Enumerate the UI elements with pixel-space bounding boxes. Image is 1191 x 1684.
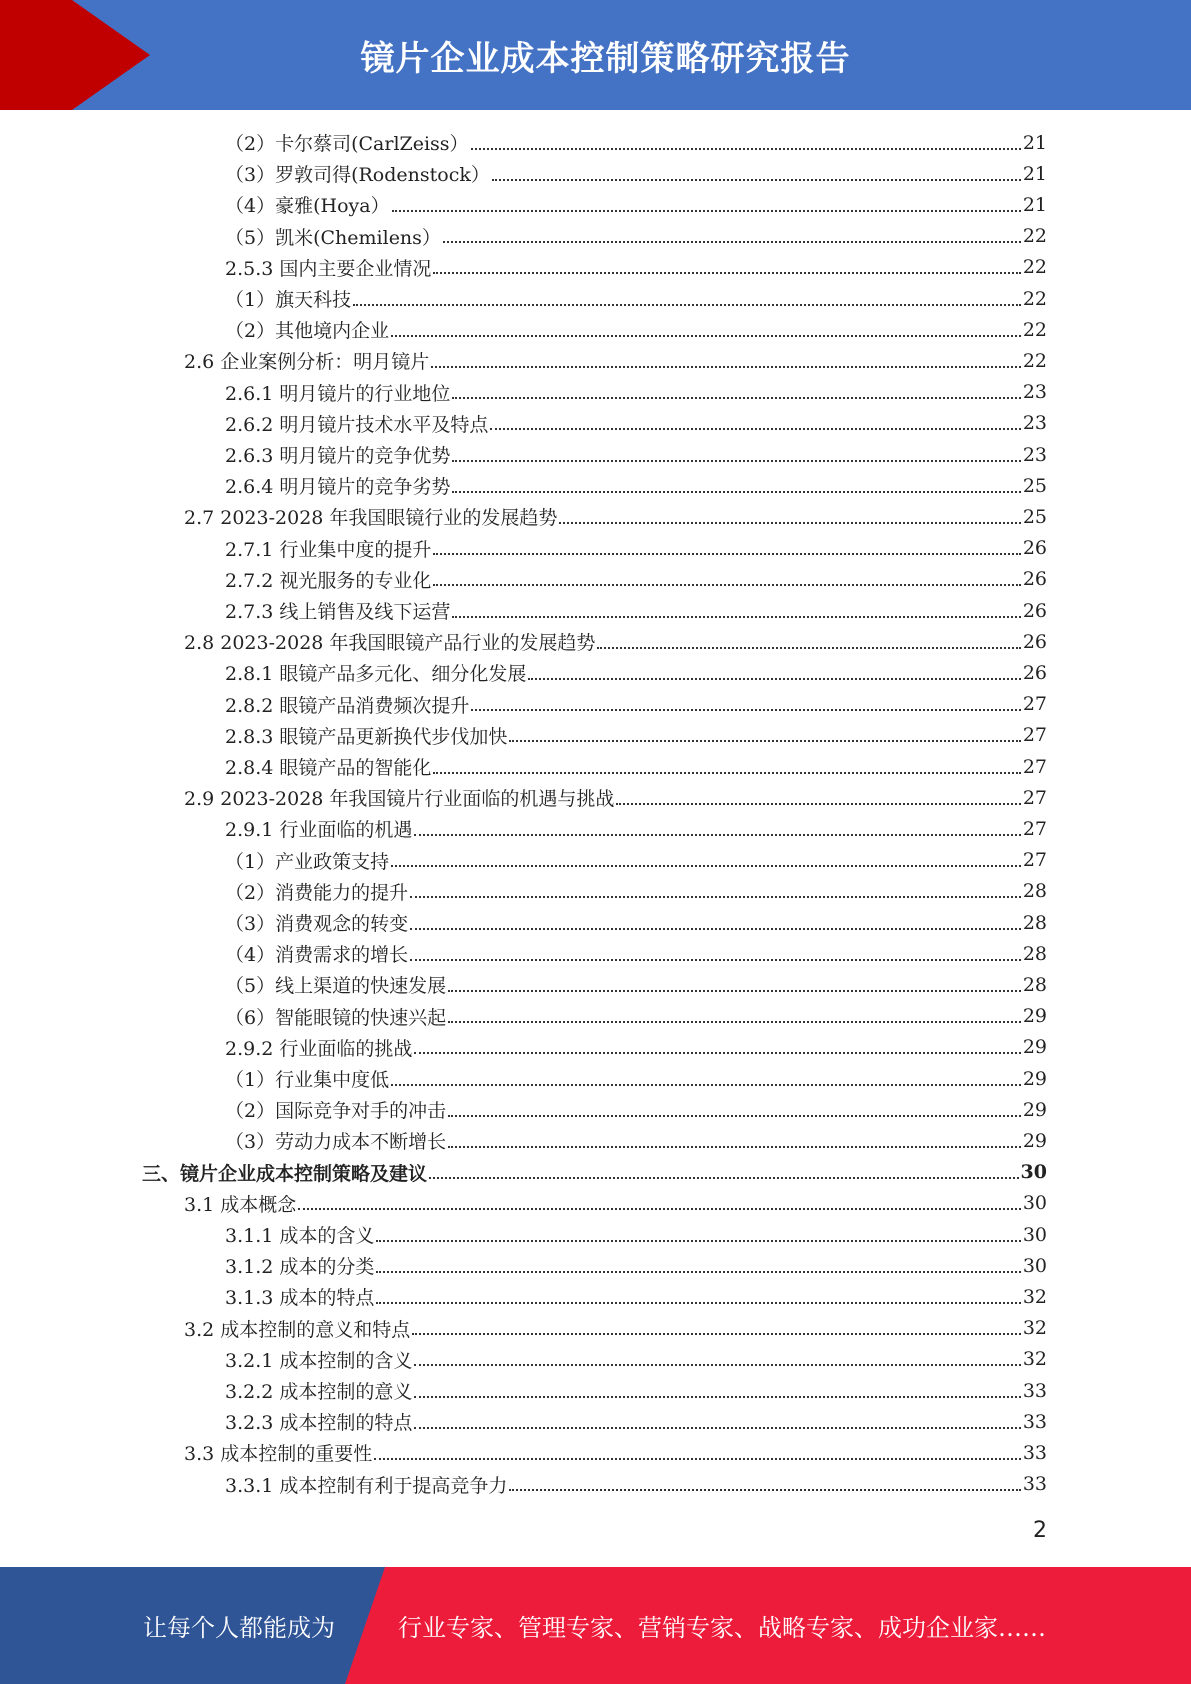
toc-dot-leader bbox=[392, 210, 1021, 212]
toc-entry[interactable] bbox=[225, 1406, 1047, 1437]
toc-entry[interactable] bbox=[225, 439, 1047, 470]
footer-slogan-right: 行业专家、管理专家、营销专家、战略专家、成功企业家…… bbox=[398, 1614, 1046, 1642]
toc-dot-leader bbox=[471, 148, 1021, 150]
toc-entry-page: 27 bbox=[1022, 693, 1047, 716]
toc-dot-leader bbox=[433, 272, 1020, 274]
toc-dot-leader bbox=[528, 678, 1020, 680]
toc-dot-leader bbox=[414, 1427, 1020, 1429]
toc-dot-leader bbox=[443, 241, 1021, 243]
toc-entry-title: 3.1.3 成本的特点 bbox=[225, 1287, 375, 1310]
toc-dot-leader bbox=[353, 304, 1021, 306]
toc-entry[interactable] bbox=[225, 1375, 1047, 1406]
toc-entry[interactable] bbox=[225, 1469, 1047, 1500]
toc-dot-leader bbox=[448, 1115, 1021, 1117]
toc-entry[interactable] bbox=[184, 501, 1047, 532]
toc-entry-title: 2.8.2 眼镜产品消费频次提升 bbox=[225, 694, 470, 717]
toc-entry-title: 2.8 2023-2028 年我国眼镜产品行业的发展趋势 bbox=[184, 632, 596, 655]
toc-entry-page: 27 bbox=[1022, 724, 1047, 747]
toc-entry-page: 23 bbox=[1022, 412, 1047, 435]
toc-entry-page: 26 bbox=[1022, 537, 1047, 560]
toc-entry[interactable] bbox=[225, 1094, 1047, 1125]
toc-entry-title: 3.3 成本控制的重要性 bbox=[184, 1443, 373, 1466]
toc-entry[interactable] bbox=[225, 189, 1047, 220]
toc-entry-page: 29 bbox=[1022, 1067, 1047, 1090]
toc-dot-leader bbox=[414, 1364, 1020, 1366]
toc-entry-page: 33 bbox=[1022, 1379, 1047, 1402]
toc-entry-title: 3.1 成本概念 bbox=[184, 1193, 297, 1216]
toc-entry[interactable] bbox=[225, 408, 1047, 439]
toc-entry[interactable] bbox=[225, 564, 1047, 595]
toc-entry[interactable] bbox=[225, 969, 1047, 1000]
toc-entry-page: 29 bbox=[1022, 1005, 1047, 1028]
toc-dot-leader bbox=[452, 460, 1020, 462]
toc-entry[interactable] bbox=[225, 1219, 1047, 1250]
toc-entry[interactable] bbox=[225, 1032, 1047, 1063]
toc-entry-page: 27 bbox=[1022, 755, 1047, 778]
toc-entry-page: 32 bbox=[1022, 1285, 1047, 1308]
toc-dot-leader bbox=[410, 959, 1021, 961]
toc-entry-title: 2.6 企业案例分析：明月镜片 bbox=[184, 351, 430, 374]
toc-dot-leader bbox=[471, 709, 1020, 711]
toc-entry[interactable] bbox=[225, 1001, 1047, 1032]
toc-dot-leader bbox=[492, 179, 1021, 181]
toc-entry[interactable] bbox=[225, 252, 1047, 283]
toc-entry-page: 28 bbox=[1022, 942, 1047, 965]
toc-entry-page: 21 bbox=[1022, 193, 1047, 216]
toc-entry[interactable] bbox=[225, 314, 1047, 345]
toc-entry-title: 3.2.2 成本控制的意义 bbox=[225, 1381, 413, 1403]
toc-dot-leader bbox=[414, 1396, 1020, 1398]
toc-entry-title: （2）其他境内企业 bbox=[225, 320, 390, 343]
toc-entry-title: （5）凯米(Chemilens） bbox=[225, 226, 441, 249]
toc-entry-page: 25 bbox=[1022, 474, 1047, 497]
toc-dot-leader bbox=[509, 1489, 1020, 1491]
toc-entry[interactable] bbox=[225, 907, 1047, 938]
toc-entry[interactable] bbox=[225, 1250, 1047, 1281]
toc-entry-page: 29 bbox=[1022, 1036, 1047, 1059]
toc-entry[interactable] bbox=[184, 1437, 1047, 1468]
toc-entry-title: 三、镜片企业成本控制策略及建议 bbox=[142, 1162, 428, 1185]
toc-entry-page: 22 bbox=[1022, 287, 1047, 310]
toc-entry[interactable] bbox=[142, 1157, 1047, 1188]
toc-entry-title: （1）产业政策支持 bbox=[225, 850, 390, 873]
toc-dot-leader bbox=[433, 584, 1020, 586]
toc-entry-page: 22 bbox=[1022, 318, 1047, 341]
toc-entry-page: 25 bbox=[1022, 505, 1047, 528]
toc-entry[interactable] bbox=[225, 221, 1047, 252]
toc-entry-page: 30 bbox=[1022, 1192, 1047, 1215]
toc-entry-title: （3）劳动力成本不断增长 bbox=[225, 1131, 447, 1154]
toc-entry[interactable] bbox=[225, 876, 1047, 907]
toc-dot-leader bbox=[616, 803, 1020, 805]
toc-entry-page: 22 bbox=[1022, 349, 1047, 372]
toc-dot-leader bbox=[374, 1458, 1021, 1460]
toc-dot-leader bbox=[412, 1333, 1021, 1335]
page-number: 2 bbox=[1033, 1518, 1047, 1543]
toc-entry-title: 2.9.2 行业面临的挑战 bbox=[225, 1037, 413, 1060]
toc-entry-page: 33 bbox=[1022, 1473, 1047, 1496]
toc-entry-page: 21 bbox=[1022, 162, 1047, 185]
toc-entry-title: 2.6.4 明月镜片的竞争劣势 bbox=[225, 476, 451, 499]
toc-entry-page: 26 bbox=[1022, 630, 1047, 653]
toc-entry-page: 29 bbox=[1022, 1098, 1047, 1121]
toc-dot-leader bbox=[433, 553, 1020, 555]
toc-entry-page: 27 bbox=[1022, 817, 1047, 840]
toc-entry-title: 3.2 成本控制的意义和特点 bbox=[184, 1318, 411, 1341]
toc-entry-page: 30 bbox=[1020, 1161, 1047, 1184]
toc-entry[interactable] bbox=[225, 127, 1047, 158]
toc-dot-leader bbox=[452, 616, 1020, 618]
toc-entry[interactable] bbox=[225, 283, 1047, 314]
toc-entry[interactable] bbox=[225, 751, 1047, 782]
toc-entry-title: 2.8.4 眼镜产品的智能化 bbox=[225, 757, 432, 779]
toc-entry-title: （6）智能眼镜的快速兴起 bbox=[225, 1006, 447, 1029]
toc-dot-leader bbox=[490, 428, 1020, 430]
toc-entry-page: 23 bbox=[1022, 443, 1047, 466]
toc-dot-leader bbox=[452, 491, 1020, 493]
toc-dot-leader bbox=[597, 647, 1020, 649]
footer-slogan-left: 让每个人都能成为 bbox=[143, 1614, 335, 1642]
page-footer bbox=[0, 1567, 1191, 1684]
toc-entry[interactable] bbox=[184, 1313, 1047, 1344]
toc-entry-title: （2）消费能力的提升 bbox=[225, 881, 409, 904]
toc-entry[interactable] bbox=[225, 1063, 1047, 1094]
toc-entry[interactable] bbox=[225, 158, 1047, 189]
toc-entry-title: 2.7.3 线上销售及线下运营 bbox=[225, 601, 451, 623]
toc-entry-title: 2.5.3 国内主要企业情况 bbox=[225, 257, 432, 280]
toc-entry-title: 2.7.1 行业集中度的提升 bbox=[225, 538, 432, 561]
toc-entry-page: 23 bbox=[1022, 381, 1047, 404]
toc-entry-title: 3.1.2 成本的分类 bbox=[225, 1256, 375, 1279]
toc-dot-leader bbox=[391, 865, 1021, 867]
toc-entry[interactable] bbox=[225, 813, 1047, 844]
toc-entry-title: 3.2.3 成本控制的特点 bbox=[225, 1412, 413, 1435]
report-title: 镜片企业成本控制策略研究报告 bbox=[360, 38, 851, 79]
toc-entry-title: （4）豪雅(Hoya） bbox=[225, 195, 390, 218]
toc-entry-page: 29 bbox=[1022, 1129, 1047, 1152]
toc-entry[interactable] bbox=[225, 720, 1047, 751]
toc-entry-title: （2）卡尔蔡司(CarlZeiss） bbox=[225, 133, 469, 155]
toc-entry-page: 30 bbox=[1022, 1254, 1047, 1277]
toc-entry-title: （5）线上渠道的快速发展 bbox=[225, 975, 447, 998]
toc-entry-page: 28 bbox=[1022, 911, 1047, 934]
toc-dot-leader bbox=[410, 928, 1021, 930]
toc-dot-leader bbox=[410, 896, 1021, 898]
toc-entry-title: 3.2.1 成本控制的含义 bbox=[225, 1349, 413, 1372]
toc-entry-page: 33 bbox=[1022, 1441, 1047, 1464]
toc-entry-title: 3.1.1 成本的含义 bbox=[225, 1225, 375, 1247]
toc-entry-page: 28 bbox=[1022, 973, 1047, 996]
toc-dot-leader bbox=[376, 1302, 1020, 1304]
toc-entry[interactable] bbox=[184, 345, 1047, 376]
page-header bbox=[0, 0, 1191, 110]
toc-entry[interactable] bbox=[225, 938, 1047, 969]
toc-entry-title: （2）国际竞争对手的冲击 bbox=[225, 1100, 447, 1123]
toc-entry-page: 28 bbox=[1022, 880, 1047, 903]
toc-dot-leader bbox=[391, 335, 1021, 337]
toc-entry-page: 27 bbox=[1022, 786, 1047, 809]
toc-entry-title: 2.6.2 明月镜片技术水平及特点 bbox=[225, 413, 489, 436]
toc-entry-page: 32 bbox=[1022, 1317, 1047, 1340]
toc-entry-title: 2.7 2023-2028 年我国眼镜行业的发展趋势 bbox=[184, 507, 558, 530]
toc-entry-page: 32 bbox=[1022, 1348, 1047, 1371]
toc-entry-title: （3）罗敦司得(Rodenstock） bbox=[225, 164, 490, 187]
toc-entry[interactable] bbox=[225, 689, 1047, 720]
toc-dot-leader bbox=[509, 740, 1020, 742]
toc-entry[interactable] bbox=[225, 1125, 1047, 1156]
toc-entry[interactable] bbox=[225, 1344, 1047, 1375]
toc-entry-title: 2.7.2 视光服务的专业化 bbox=[225, 569, 432, 592]
toc-dot-leader bbox=[376, 1240, 1020, 1242]
toc-entry[interactable] bbox=[225, 845, 1047, 876]
toc-entry-page: 26 bbox=[1022, 568, 1047, 591]
toc-entry-page: 27 bbox=[1022, 849, 1047, 872]
toc-entry[interactable] bbox=[225, 533, 1047, 564]
toc-dot-leader bbox=[431, 366, 1021, 368]
toc-dot-leader bbox=[376, 1271, 1020, 1273]
toc-entry[interactable] bbox=[184, 626, 1047, 657]
toc-entry-page: 22 bbox=[1022, 256, 1047, 279]
toc-dot-leader bbox=[448, 1146, 1021, 1148]
toc-entry-title: 2.8.3 眼镜产品更新换代步伐加快 bbox=[225, 725, 508, 748]
toc-dot-leader bbox=[433, 772, 1020, 774]
toc-dot-leader bbox=[448, 990, 1021, 992]
toc-entry-title: 2.6.1 明月镜片的行业地位 bbox=[225, 382, 451, 405]
toc-entry-title: （1）旗天科技 bbox=[225, 289, 352, 311]
toc-entry-title: 2.8.1 眼镜产品多元化、细分化发展 bbox=[225, 663, 527, 686]
toc-entry-page: 26 bbox=[1022, 599, 1047, 622]
toc-dot-leader bbox=[429, 1177, 1019, 1179]
toc-dot-leader bbox=[414, 834, 1020, 836]
toc-entry[interactable] bbox=[184, 782, 1047, 813]
toc-entry-page: 26 bbox=[1022, 661, 1047, 684]
toc-entry-title: （1）行业集中度低 bbox=[225, 1069, 390, 1091]
toc-dot-leader bbox=[452, 397, 1020, 399]
toc-entry-title: （4）消费需求的增长 bbox=[225, 944, 409, 967]
toc-entry-page: 21 bbox=[1022, 131, 1047, 154]
toc-entry-title: 3.3.1 成本控制有利于提高竞争力 bbox=[225, 1474, 508, 1497]
toc-entry-title: 2.9.1 行业面临的机遇 bbox=[225, 819, 413, 842]
toc-dot-leader bbox=[414, 1052, 1020, 1054]
toc-entry-page: 30 bbox=[1022, 1223, 1047, 1246]
toc-entry[interactable] bbox=[184, 1188, 1047, 1219]
toc-entry-title: 2.9 2023-2028 年我国镜片行业面临的机遇与挑战 bbox=[184, 788, 615, 811]
toc-entry-page: 22 bbox=[1022, 225, 1047, 248]
toc-entry-title: 2.6.3 明月镜片的竞争优势 bbox=[225, 445, 451, 467]
toc-entry[interactable] bbox=[225, 657, 1047, 688]
toc-entry[interactable] bbox=[225, 377, 1047, 408]
toc-entry[interactable] bbox=[225, 470, 1047, 501]
toc-entry[interactable] bbox=[225, 595, 1047, 626]
toc-dot-leader bbox=[298, 1208, 1021, 1210]
toc-dot-leader bbox=[448, 1021, 1021, 1023]
toc-entry[interactable] bbox=[225, 1281, 1047, 1312]
toc-entry-title: （3）消费观念的转变 bbox=[225, 913, 409, 935]
toc-dot-leader bbox=[559, 522, 1020, 524]
toc-dot-leader bbox=[391, 1084, 1021, 1086]
toc-entry-page: 33 bbox=[1022, 1410, 1047, 1433]
